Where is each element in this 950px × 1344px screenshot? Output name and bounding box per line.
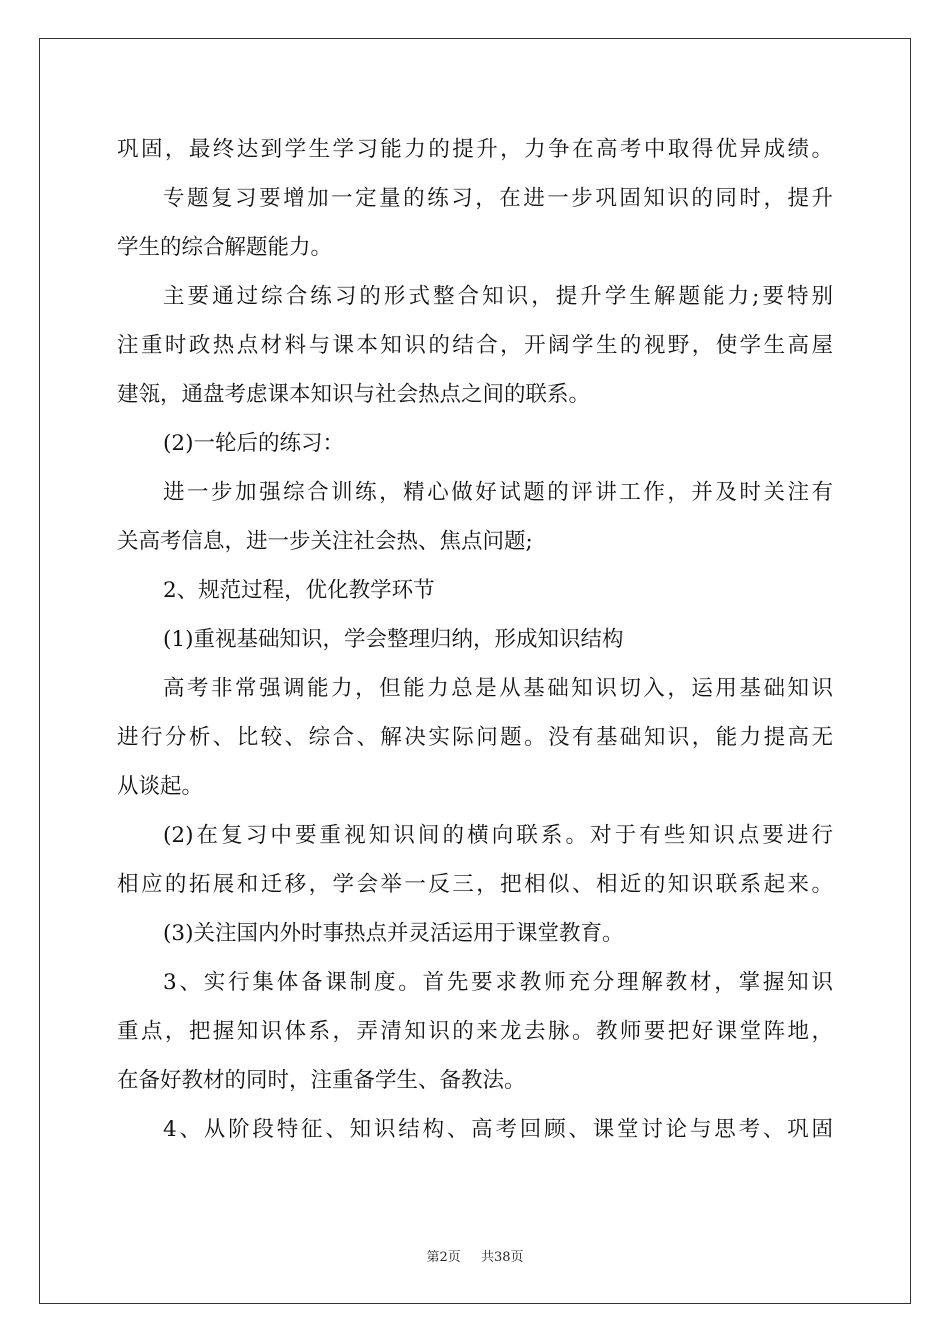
text-line: (2)在复习中要重视知识间的横向联系。对于有些知识点要进行 [163,823,833,848]
text-line: (3)关注国内外时事热点并灵活运用于课堂教育。 [163,921,624,946]
text-line: 专题复习要增加一定量的练习，在进一步巩固知识的同时，提升 [163,186,833,211]
text-line: 主要通过综合练习的形式整合知识，提升学生解题能力;要特别 [163,284,833,309]
text-line: 相应的拓展和迁移，学会举一反三，把相似、相近的知识联系起来。 [117,872,833,897]
text-line: 3、实行集体备课制度。首先要求教师充分理解教材，掌握知识 [163,970,833,995]
text-line: 巩固，最终达到学生学习能力的提升，力争在高考中取得优异成绩。 [117,137,833,162]
page-total: 共38页 [481,1250,524,1265]
text-line: 2、规范过程，优化教学环节 [163,578,435,603]
text-line: 进一步加强综合训练，精心做好试题的评讲工作，并及时关注有 [163,480,833,505]
text-line: 在备好教材的同时，注重备学生、备教法。 [117,1068,526,1093]
text-line: 学生的综合解题能力。 [117,235,333,260]
document-body [117,125,833,1154]
text-line: 关高考信息，进一步关注社会热、焦点问题; [117,529,533,554]
text-line: 进行分析、比较、综合、解决实际问题。没有基础知识，能力提高无 [117,725,833,750]
text-line: 4、从阶段特征、知识结构、高考回顾、课堂讨论与思考、巩固 [163,1117,833,1142]
text-line: 高考非常强调能力，但能力总是从基础知识切入，运用基础知识 [163,676,833,701]
text-line: (2)一轮后的练习： [163,431,344,456]
text-line: (1)重视基础知识，学会整理归纳，形成知识结构 [163,627,624,652]
text-line: 从谈起。 [117,774,204,799]
text-line: 重点，把握知识体系，弄清知识的来龙去脉。教师要把好课堂阵地， [117,1019,833,1044]
text-line: 注重时政热点材料与课本知识的结合，开阔学生的视野，使学生高屋 [117,333,833,358]
page-number: 第2页 [426,1250,461,1265]
page-footer [0,1246,950,1265]
text-line: 建瓴，通盘考虑课本知识与社会热点之间的联系。 [117,382,591,407]
